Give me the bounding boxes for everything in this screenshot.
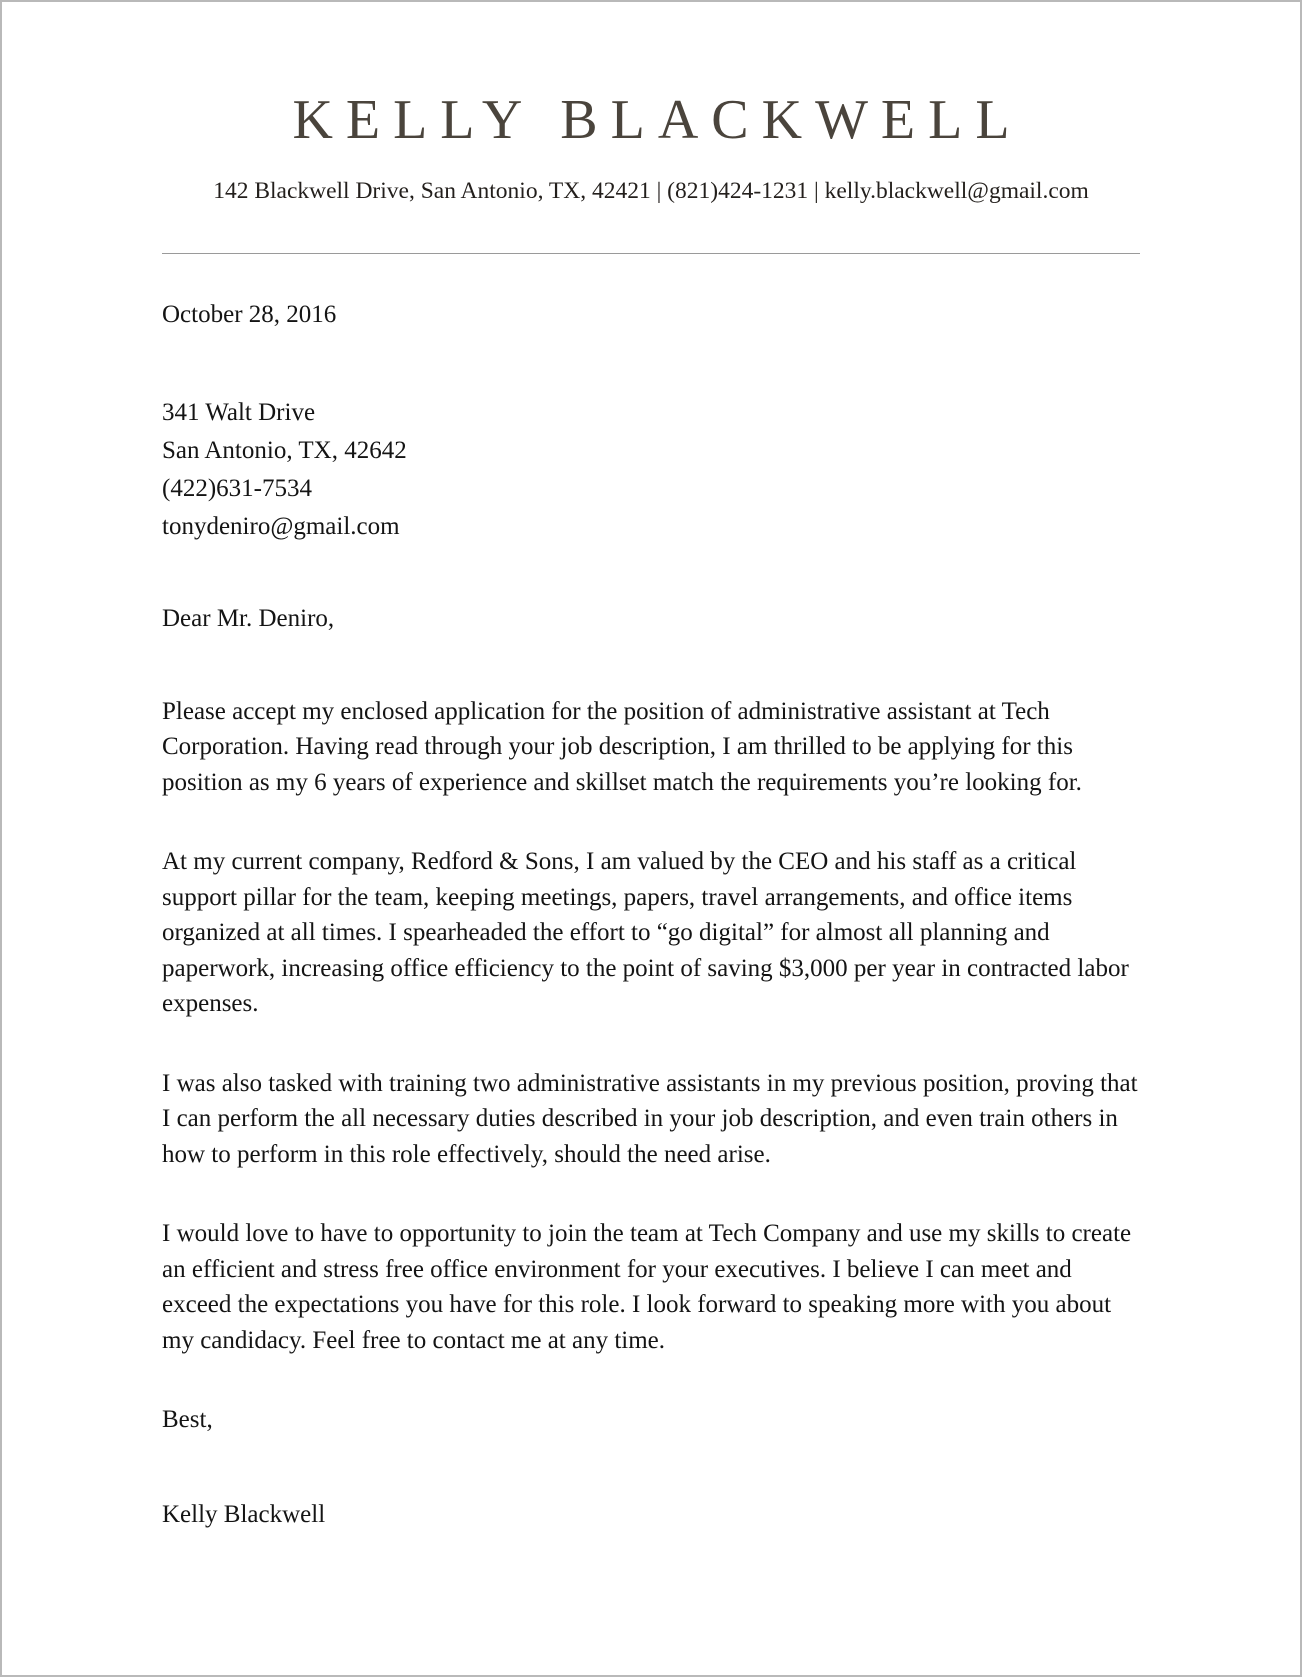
recipient-address xyxy=(162,394,1140,546)
body-paragraph: At my current company, Redford & Sons, I am valued by the CEO and his staff as a critical support pillar for the team, keeping meetings, papers, travel arrangements, and office items organized at all times. I spearheaded the effort to “go digital” for almost all planning and paperwork, increasing office efficiency to the point of saving $3,000 per year in contracted labor expenses. xyxy=(162,848,1129,1018)
body-paragraph: Please accept my enclosed application for the position of administrative assistant at Tech Corporation. Having read through your job description, I am thrilled to be applying for this position as my 6 years of experience and skillset match the requirements you’re looking for. xyxy=(162,697,1082,796)
cover-letter xyxy=(2,2,1300,1675)
letter-body xyxy=(162,254,1140,1532)
signature-name: Kelly Blackwell xyxy=(162,1501,326,1529)
salutation: Dear Mr. Deniro, xyxy=(162,604,335,632)
sender-contact-line: 142 Blackwell Drive, San Antonio, TX, 42421 | (821)424-1231 | kelly.blackwell@gmail.com xyxy=(213,178,1089,205)
letterhead xyxy=(162,90,1140,254)
body-paragraph: I was also tasked with training two administrative assistants in my previous position, proving that I can perform the all necessary duties described in your job description, and even train others in how to perform in this role effectively, should the need arise. xyxy=(162,1069,1138,1168)
letter-date: October 28, 2016 xyxy=(162,301,337,329)
recipient-address-line: 341 Walt Drive xyxy=(162,398,316,426)
page-title: KELLY BLACKWELL xyxy=(292,89,1023,151)
body-paragraph: I would love to have to opportunity to join the team at Tech Company and use my skills to create an efficient and stress free office environment for your executives. I believe I can meet and exceed the expectations you have for this role. I look forward to speaking more with you about my candidacy. Feel free to contact me at any time. xyxy=(162,1220,1132,1354)
recipient-email: tonydeniro@gmail.com xyxy=(162,512,400,540)
recipient-address-line: San Antonio, TX, 42642 xyxy=(162,436,407,464)
closing-salutation: Best, xyxy=(162,1406,213,1434)
recipient-phone: (422)631-7534 xyxy=(162,474,312,502)
